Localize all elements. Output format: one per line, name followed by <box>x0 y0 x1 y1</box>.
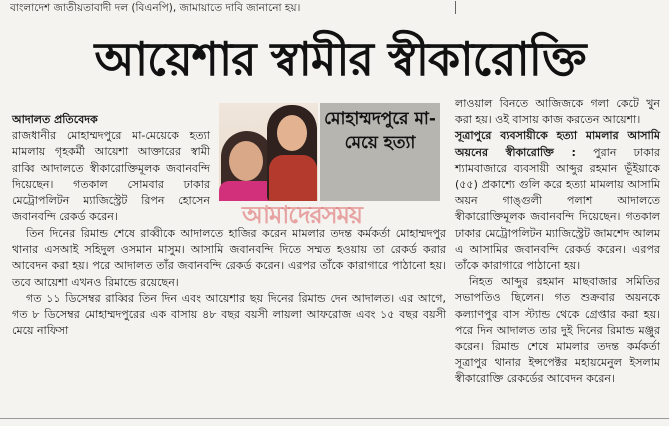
column-divider <box>455 1 456 14</box>
article-photo <box>219 103 318 201</box>
sub-headline: সূত্রাপুরে ব্যবসায়ীকে হত্যা মামলার আসামি অয়নের স্বীকারোক্তি : <box>455 129 660 159</box>
right-paragraph-3: নিহত আব্দুর রহমান মাছবাজার সমিতির সভাপতিও ছিলেন। গত শুক্রবার অয়নকে কল্যাণপুর বাস স্ট্যান্ড থেকে গ্রেপ্তার করা হয়। পরে দিন আদালত তার দুই দিনের রিমান্ড মঞ্জুর করেন। রিমান্ড শেষে মামলার তদন্ত কর্মকর্তা সূত্রাপুর থানার ইন্সপেক্টর মহায়মেনুল ইসলাম স্বীকারোক্তি রেকর্ডের আবেদন করেন। <box>455 275 660 386</box>
right-paragraph-1: লাওয়াল বিনতে আজিজকে গলা কেটে খুন করা হয়। ওই বাসায় কাজ করতেন আয়েশা। <box>455 97 660 127</box>
previous-article-tail: বাংলাদেশ জাতীয়তাবাদী দল (বিএনপি), জামায়াতে দাবি জানানো হয়। <box>10 2 301 14</box>
watermark-part1: আমাদের <box>242 201 322 229</box>
byline: আদালত প্রতিবেদক <box>12 113 98 126</box>
body-paragraph: গত ১১ ডিসেম্বর রাব্বির তিন দিন এবং আয়েশার ছয় দিনের রিমান্ড দেন আদালত। এর আগে, গত ৮ ডিসেম্বর মোহাম্মদপুরের এক বাসায় ৪৮ বছর বয়সী লায়লা আফরোজ এবং ১৫ বছর বয়সী মেয়ে নাফিসা <box>12 291 446 338</box>
left-column-top <box>12 112 210 225</box>
left-column-body <box>12 226 446 339</box>
sub-body: পুরান ঢাকার শ্যামবাজারে ব্যবসায়ী আব্দুর রহমান ভূঁইয়াকে (৫৫) প্রকাশ্যে গুলি করে হত্যা মামলায় আসামি অয়ন গাঙ্গুলী পলাশ আদালতে স্বীকারোক্তিমূলক জবানবন্দি দিয়েছেন। গতকাল ঢাকার মেট্রোপলিটন ম্যাজিস্ট্রেট জামশেদ আলম এ আসামির জবানবন্দি রেকর্ড করেন। এরপর তাঁকে কারাগারে পাঠানো হয়। <box>455 145 661 273</box>
right-column <box>455 96 660 388</box>
lead-paragraph: রাজধানীর মোহাম্মদপুরে মা-মেয়েকে হত্যা মামলায় গৃহকর্মী আয়েশা আক্তারের স্বামী রাব্বি আদালতে স্বীকারোক্তিমূলক জবানবন্দি দিয়েছেন। গতকাল সোমবার ঢাকার মেট্রোপলিটন ম্যাজিস্ট্রেট রিপন হোসেন জবানবন্দি রেকর্ড করেন। <box>12 129 210 224</box>
photo-caption: মোহাম্মদপুরে মা-মেয়ে হত্যা <box>320 103 440 201</box>
right-paragraph-2 <box>455 128 660 274</box>
headline: আয়েশার স্বামীর স্বীকারোক্তি <box>94 32 586 86</box>
bottom-divider <box>0 418 669 419</box>
byline-line <box>12 112 210 128</box>
body-paragraph: তিন দিনের রিমান্ড শেষে রাব্বীকে আদালতে হাজির করেন মামলার তদন্ত কর্মকর্তা মোহাম্মদপুর থানার এসআই সহিদুল ওসমান মাসুম। আসামি জবানবন্দি দিতে সম্মত হওয়ায় তা রেকর্ড করার আবেদন করা হয়। পরে আদালত তাঁর জবানবন্দি রেকর্ড করেন। এরপর তাঁকে কারাগারে পাঠানো হয়। তবে আয়েশা এখনও রিমান্ডে রয়েছেন। <box>12 227 446 289</box>
watermark-part2: সময় <box>321 201 363 229</box>
